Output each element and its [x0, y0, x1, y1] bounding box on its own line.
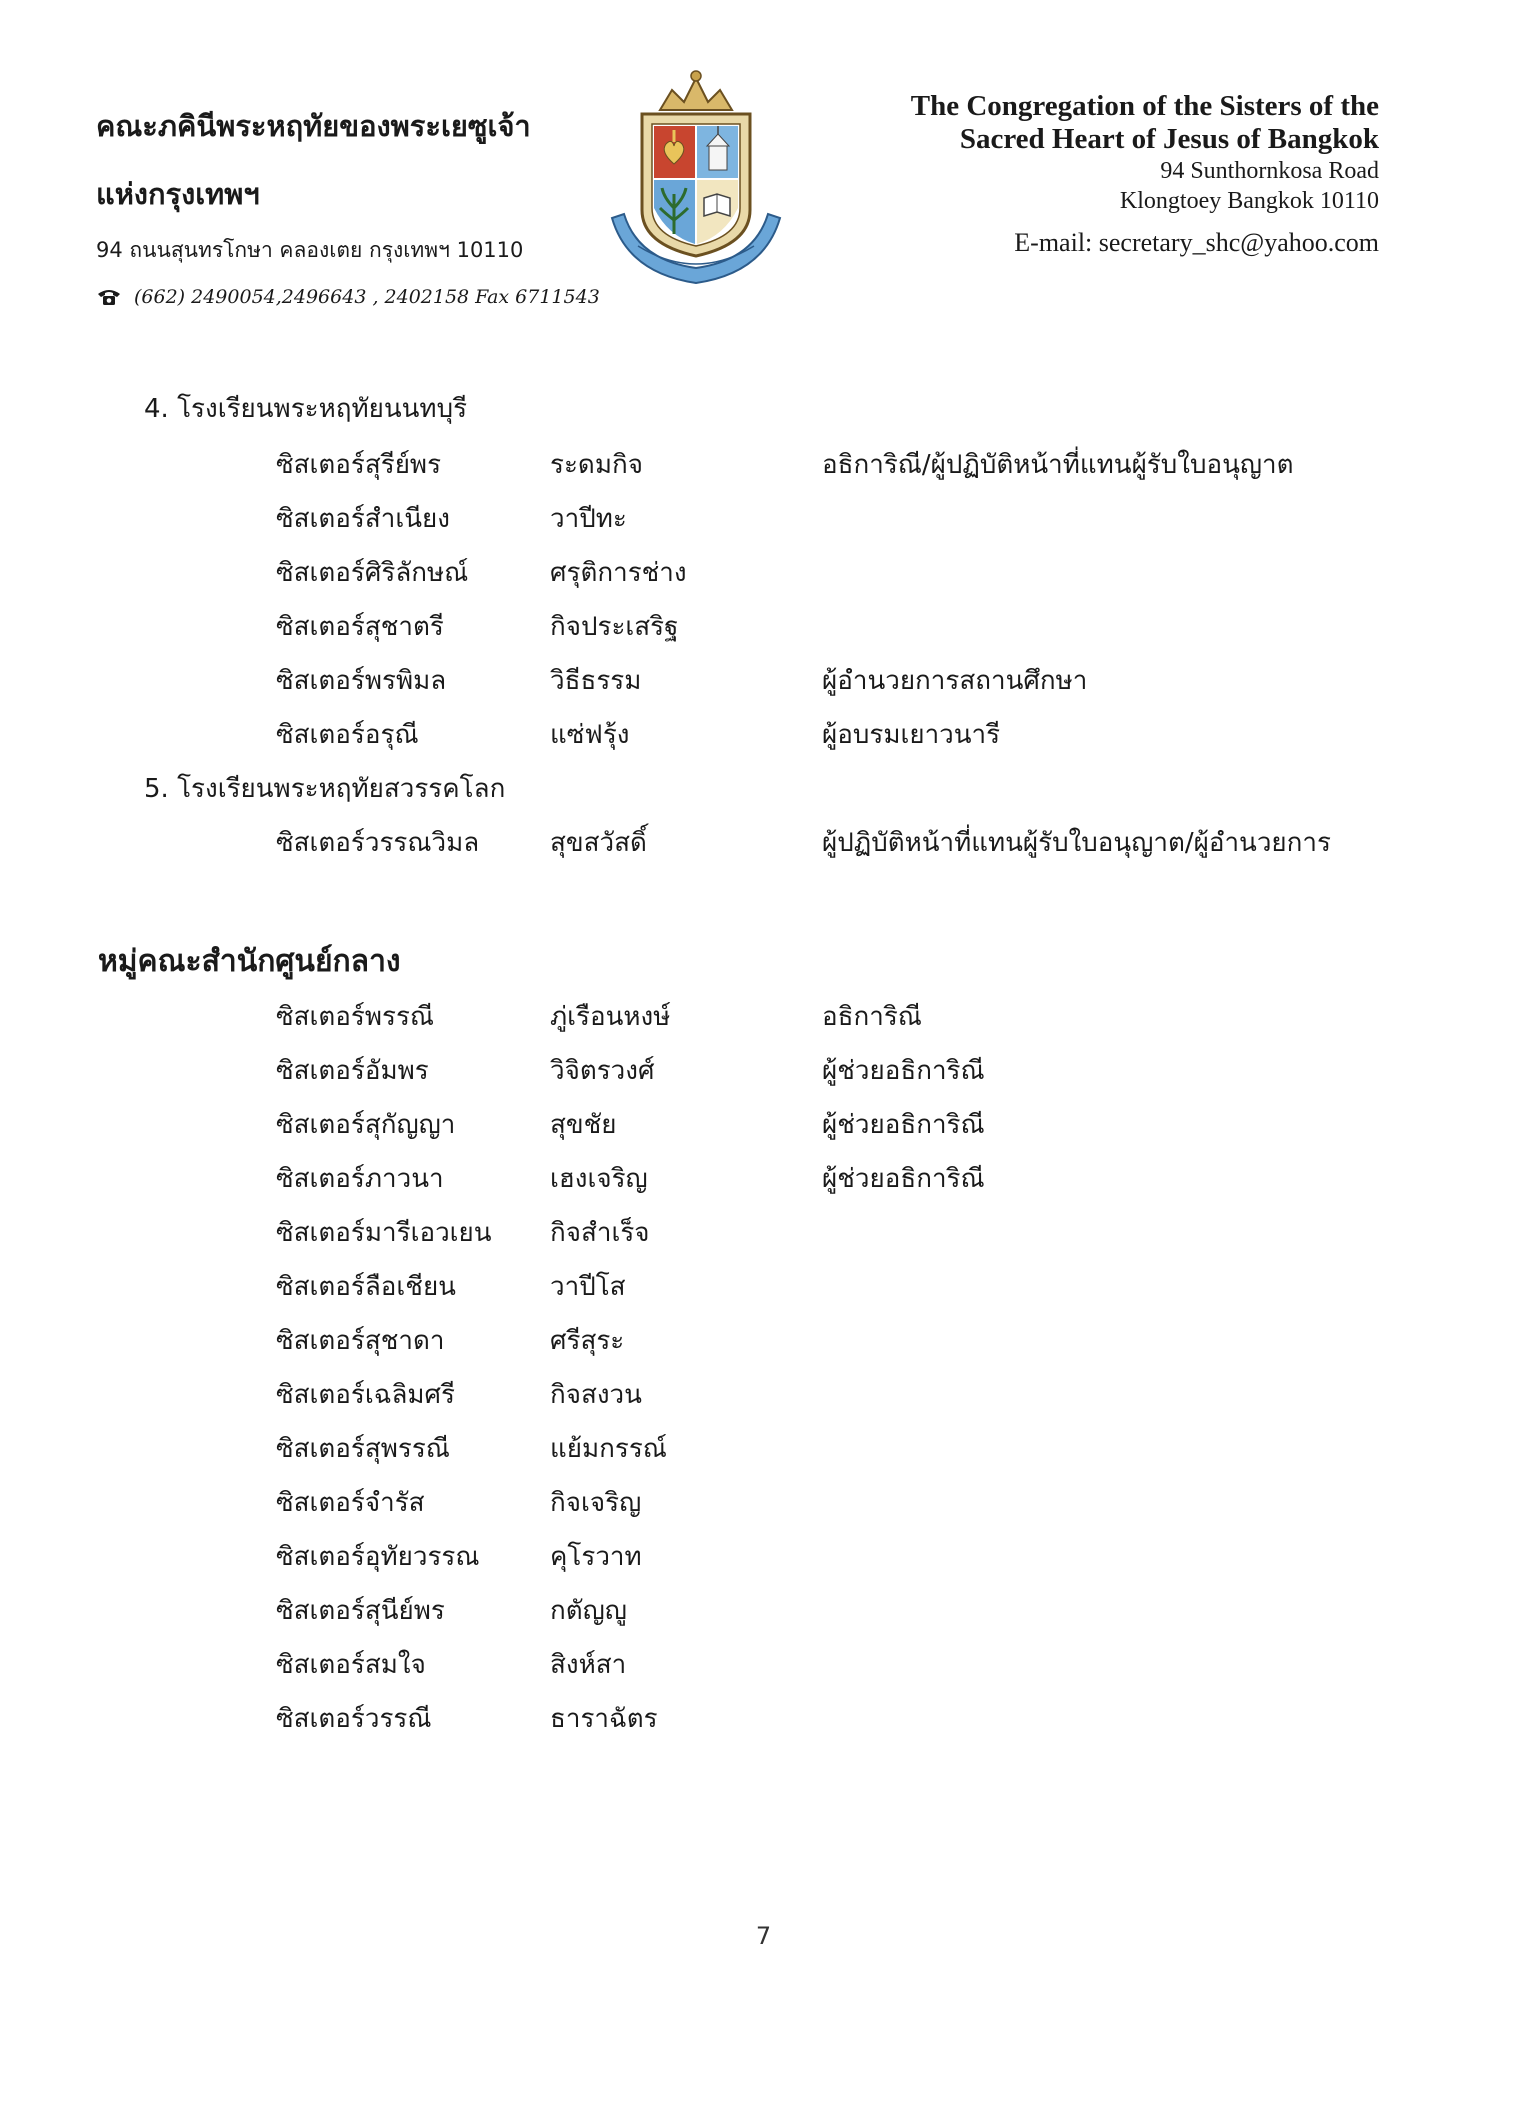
member-role: ผู้อบรมเยาวนารี: [822, 720, 1001, 750]
member-last-name: วิจิตรวงศ์: [550, 1056, 655, 1086]
member-role: ผู้อำนวยการสถานศึกษา: [822, 666, 1088, 696]
member-last-name: วาปีทะ: [550, 504, 627, 534]
member-first-name: ซิสเตอร์อุทัยวรรณ: [276, 1542, 480, 1572]
member-row: [0, 1104, 1527, 1156]
member-first-name: ซิสเตอร์วรรณี: [276, 1704, 432, 1734]
member-first-name: ซิสเตอร์สุพรรณี: [276, 1434, 450, 1464]
member-last-name: กิจสำเร็จ: [550, 1218, 650, 1248]
member-first-name: ซิสเตอร์อรุณี: [276, 720, 419, 750]
member-last-name: ภู่เรือนหงษ์: [550, 1002, 671, 1032]
member-role: ผู้ช่วยอธิการิณี: [822, 1110, 985, 1140]
section-title: 5. โรงเรียนพระหฤทัยสวรรคโลก: [144, 774, 506, 804]
member-row: [0, 1320, 1527, 1372]
member-row: [0, 1050, 1527, 1102]
member-first-name: ซิสเตอร์เฉลิมศรี: [276, 1380, 456, 1410]
letterhead-english: [911, 90, 1379, 260]
member-first-name: ซิสเตอร์พรรณี: [276, 1002, 435, 1032]
member-first-name: ซิสเตอร์สำเนียง: [276, 504, 450, 534]
telephone-icon: [96, 288, 122, 306]
member-role: ผู้ช่วยอธิการิณี: [822, 1164, 985, 1194]
member-row: [0, 1482, 1527, 1534]
org-name-english-line2: Sacred Heart of Jesus of Bangkok: [959, 123, 1379, 155]
member-last-name: สิงห์สา: [550, 1650, 627, 1680]
member-row: [0, 714, 1527, 766]
member-last-name: กตัญญู: [550, 1596, 627, 1626]
member-last-name: สุขชัย: [550, 1110, 617, 1140]
org-name-thai-line1: คณะภคินีพระหฤทัยของพระเยซูเจ้า: [96, 109, 531, 143]
member-first-name: ซิสเตอร์อัมพร: [276, 1056, 429, 1086]
member-row: [0, 1374, 1527, 1426]
org-phone-line: [96, 286, 600, 308]
member-last-name: เฮงเจริญ: [550, 1164, 648, 1194]
member-row: [0, 1158, 1527, 1210]
member-role: อธิการิณี/ผู้ปฏิบัติหน้าที่แทนผู้รับใบอนุญาต: [822, 450, 1294, 480]
member-first-name: ซิสเตอร์สุกัญญา: [276, 1110, 456, 1140]
member-first-name: ซิสเตอร์สุรีย์พร: [276, 450, 442, 480]
org-email: E-mail: secretary_shc@yahoo.com: [1014, 228, 1379, 257]
member-first-name: ซิสเตอร์สุชาตรี: [276, 612, 444, 642]
member-row: [0, 822, 1527, 874]
member-last-name: สุขสวัสดิ์: [550, 828, 647, 858]
congregation-crest: [608, 68, 784, 296]
member-last-name: แย้มกรรณ์: [550, 1434, 667, 1464]
phone-fax-text: (662) 2490054,2496643 , 2402158 Fax 6711543: [134, 286, 600, 308]
member-first-name: ซิสเตอร์จำรัส: [276, 1488, 425, 1518]
member-first-name: ซิสเตอร์มารีเอวเยน: [276, 1218, 492, 1248]
member-role: อธิการิณี: [822, 1002, 922, 1032]
member-first-name: ซิสเตอร์วรรณวิมล: [276, 828, 480, 858]
member-first-name: ซิสเตอร์ภาวนา: [276, 1164, 444, 1194]
member-last-name: คุโรวาท: [550, 1542, 642, 1572]
member-first-name: ซิสเตอร์สมใจ: [276, 1650, 426, 1680]
member-row: [0, 1590, 1527, 1642]
member-role: ผู้ปฏิบัติหน้าที่แทนผู้รับใบอนุญาต/ผู้อำนวยการ: [822, 828, 1331, 858]
member-last-name: วาปีโส: [550, 1272, 626, 1302]
member-first-name: ซิสเตอร์ลือเชียน: [276, 1272, 456, 1302]
member-row: [0, 996, 1527, 1048]
page-number: 7: [755, 1922, 772, 1950]
org-address-thai: 94 ถนนสุนทรโกษา คลองเตย กรุงเทพฯ 10110: [96, 238, 524, 262]
member-first-name: ซิสเตอร์สุชาดา: [276, 1326, 445, 1356]
section-title: 4. โรงเรียนพระหฤทัยนนทบุรี: [144, 394, 468, 424]
org-address-english-line2: Klongtoey Bangkok 10110: [1119, 188, 1379, 214]
member-row: [0, 606, 1527, 658]
member-role: ผู้ช่วยอธิการิณี: [822, 1056, 985, 1086]
member-first-name: ซิสเตอร์สุนีย์พร: [276, 1596, 445, 1626]
member-last-name: วิธีธรรม: [550, 666, 642, 696]
member-last-name: กิจสงวน: [550, 1380, 642, 1410]
member-last-name: ระดมกิจ: [550, 450, 643, 480]
member-row: [0, 1428, 1527, 1480]
group-heading: หมู่คณะสำนักศูนย์กลาง: [98, 944, 401, 979]
member-row: [0, 1266, 1527, 1318]
member-last-name: แซ่ฟรุ้ง: [550, 720, 630, 750]
member-last-name: ธาราฉัตร: [550, 1704, 658, 1734]
member-last-name: กิจประเสริฐ: [550, 612, 679, 642]
member-last-name: ศรุติการช่าง: [550, 558, 687, 588]
member-row: [0, 444, 1527, 496]
member-row: [0, 1644, 1527, 1696]
org-name-thai-line2: แห่งกรุงเทพฯ: [96, 177, 260, 211]
org-address-english-line1: 94 Sunthornkosa Road: [1160, 158, 1379, 184]
member-row: [0, 1536, 1527, 1588]
member-first-name: ซิสเตอร์พรพิมล: [276, 666, 447, 696]
member-row: [0, 552, 1527, 604]
member-row: [0, 498, 1527, 550]
member-last-name: ศรีสุระ: [550, 1326, 625, 1356]
member-row: [0, 1698, 1527, 1750]
member-last-name: กิจเจริญ: [550, 1488, 642, 1518]
org-name-english-line1: The Congregation of the Sisters of the: [910, 90, 1379, 122]
member-first-name: ซิสเตอร์ศิริลักษณ์: [276, 558, 469, 588]
member-row: [0, 660, 1527, 712]
member-row: [0, 1212, 1527, 1264]
